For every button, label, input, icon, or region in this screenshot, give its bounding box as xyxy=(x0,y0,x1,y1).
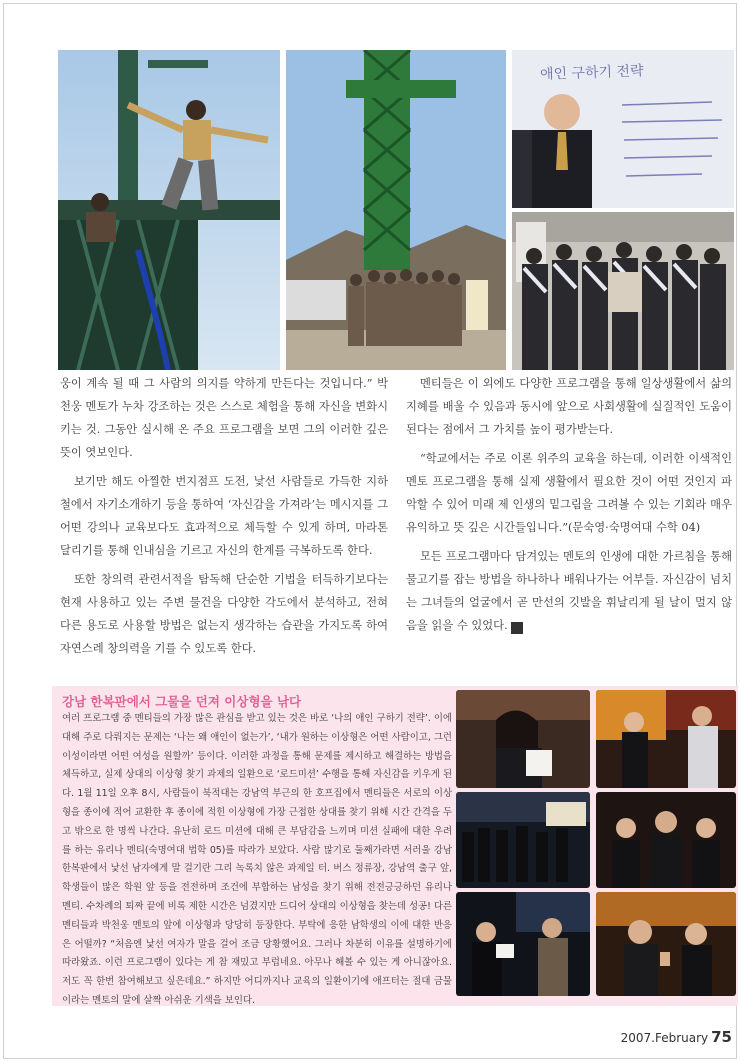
body-paragraph: 또한 창의력 관련서적을 탐독해 단순한 기법을 터득하기보다는 현재 사용하고 있는 주변 물건을 다양한 각도에서 분석하고, 전혀 다른 용도로 사용할 방법은 없는지 생각하는 습관을 가지도록 하여 자연스레 창의력을 기를 수 있도록 한다. xyxy=(60,573,388,655)
sidebar-box-paragraph: 여러 프로그램 중 멘티들의 가장 많은 관심을 받고 있는 것은 바로 ‘나의 애인 구하기 전략’. 이에 대해 주로 다뤄지는 문제는 ‘나는 왜 애인이 없는가’, ‘내가 원하는 이상형은 어떤 사람이고, 그런 이성이라면 어떤 여성을 원할까’ 등이다. 이러한 과정을 통해 문제를 제시하고 해결하는 방법을 체득하고, 실제 상대의 이상형 찾기 과제의 일환으로 ‘로드미션’ 수행을 통해 자신감을 키우게 된다. 1월 11일 오후 8시, 사람들이 북적대는 강남역 부근의 한 호프집에서 멘티들은 서로의 이상형을 종이에 적어 교환한 후 종이에 적힌 이상형에 가장 근접한 상대를 찾기 위해 시간 간격을 두고 밖으로 한 명씩 나간다. 유난히 로드 미션에 대해 큰 부담감을 느끼며 미션 실패에 대한 우려를 하는 유리나 멘티(숙명여대 법학 05)를 따라가 보았다. 사람 많기로 둘째가라면 서러울 강남 한복판에서 낯선 남자에게 말 걸기란 그리 녹록치 않은 과제일 터. 버스 정류장, 강남역 출구 앞, 학생들이 많은 학원 앞 등을 전전하며 조건에 부합하는 남성을 찾기 위해 전전긍긍하던 유리나 멘티. 수차례의 퇴짜 끝에 비록 제한 시간은 넘겼지만 드디어 상대의 이상형을 찾는데 성공! 다른 멘티들과 박천웅 멘토의 앞에 이상형과 당당히 등장한다. 부탁에 응한 남학생의 이에 대한 반응은 어떨까? “처음엔 낯선 여자가 말을 걸어 조금 당황했어요. 그러나 차분히 이유를 설명하기에 따라왔죠. 이런 프로그램이 있다는 게 참 재밌고 부럽네요. 아무나 해볼 수 있는 게 아니잖아요. 저도 꼭 한번 참여해보고 싶은데요.” 하지만 어디까지나 교육의 일환이기에 애프터는 절대 금물이라는 멘토의 말에 살짝 아쉬운 기색을 보인다. xyxy=(62,713,452,1006)
sidebar-box-title: 강남 한복판에서 그물을 던져 이상형을 낚다 xyxy=(62,694,302,709)
body-paragraph xyxy=(406,545,732,637)
body-paragraph: 멘티들은 이 외에도 다양한 프로그램을 통해 일상생활에서 삶의 지혜를 배울 수 있음과 동시에 앞으로 사회생활에 실질적인 도움이 된다는 점에서 그 가치를 높이 평가받는다. xyxy=(406,377,732,436)
sidebar-box-text xyxy=(62,710,452,1011)
body-column-right xyxy=(406,372,732,643)
photo-bus-stop xyxy=(456,892,590,996)
body-column-left xyxy=(60,372,388,666)
article-end-mark: e xyxy=(511,622,523,634)
page-footer xyxy=(621,1027,732,1046)
body-paragraph: 웅이 계속 될 때 그 사람의 의지를 약하게 만든다는 것입니다.” 박천웅 멘토가 누차 강조하는 것은 스스로 체험을 통해 자신을 변화시키는 것. 그동안 실시해 온 주요 프로그램을 보면 그의 이러한 깊은 뜻이 엿보인다. xyxy=(60,377,388,459)
body-paragraph: “학교에서는 주로 이론 위주의 교육을 하는데, 이러한 이색적인 멘토 프로그램을 통해 실제 생활에서 필요한 것이 어떤 것인지 파악할 수 있어 미래 제 인생의 밑그림을 그려볼 수 있는 기회라 매우 유익하고 뜻 깊은 시간들입니다.”(문숙영·숙명여대 수학 04) xyxy=(406,452,732,534)
photo-bungee-jump xyxy=(58,50,280,370)
whiteboard-writing: 애인 구하기 전략 xyxy=(539,63,644,83)
photo-girl-paper xyxy=(456,690,590,788)
photo-subway-group xyxy=(512,212,734,370)
photo-group-tower xyxy=(286,50,506,370)
body-paragraph: 보기만 해도 아찔한 번지점프 도전, 낯선 사람들로 가득한 지하철에서 자기소개하기 등을 통하여 ‘자신감을 가져라’는 메시지를 그 어떤 강의나 교육보다도 효과적으로 체득할 수 있게 하며, 마라톤 달리기를 통해 인내심을 기르고 자신의 한계를 극복하도록 한다. xyxy=(60,475,388,557)
issue-date: 2007.February xyxy=(620,1031,709,1045)
page-number: 75 xyxy=(711,1028,732,1046)
photo-couple-street xyxy=(596,690,736,788)
photo-street-crowd xyxy=(456,792,590,888)
photo-mentor-whiteboard xyxy=(512,50,734,208)
photo-group-night xyxy=(596,792,736,888)
body-paragraph-text: 모든 프로그램마다 담겨있는 멘토의 인생에 대한 가르침을 통해 물고기를 잡는 방법을 하나하나 배워나가는 어부들. 자신감이 넘치는 그녀들의 얼굴에서 곧 만선의 깃발을 휘날리게 될 날이 멀지 않음을 읽을 수 있었다. xyxy=(406,550,732,632)
photo-mentor-thumbs xyxy=(596,892,736,996)
